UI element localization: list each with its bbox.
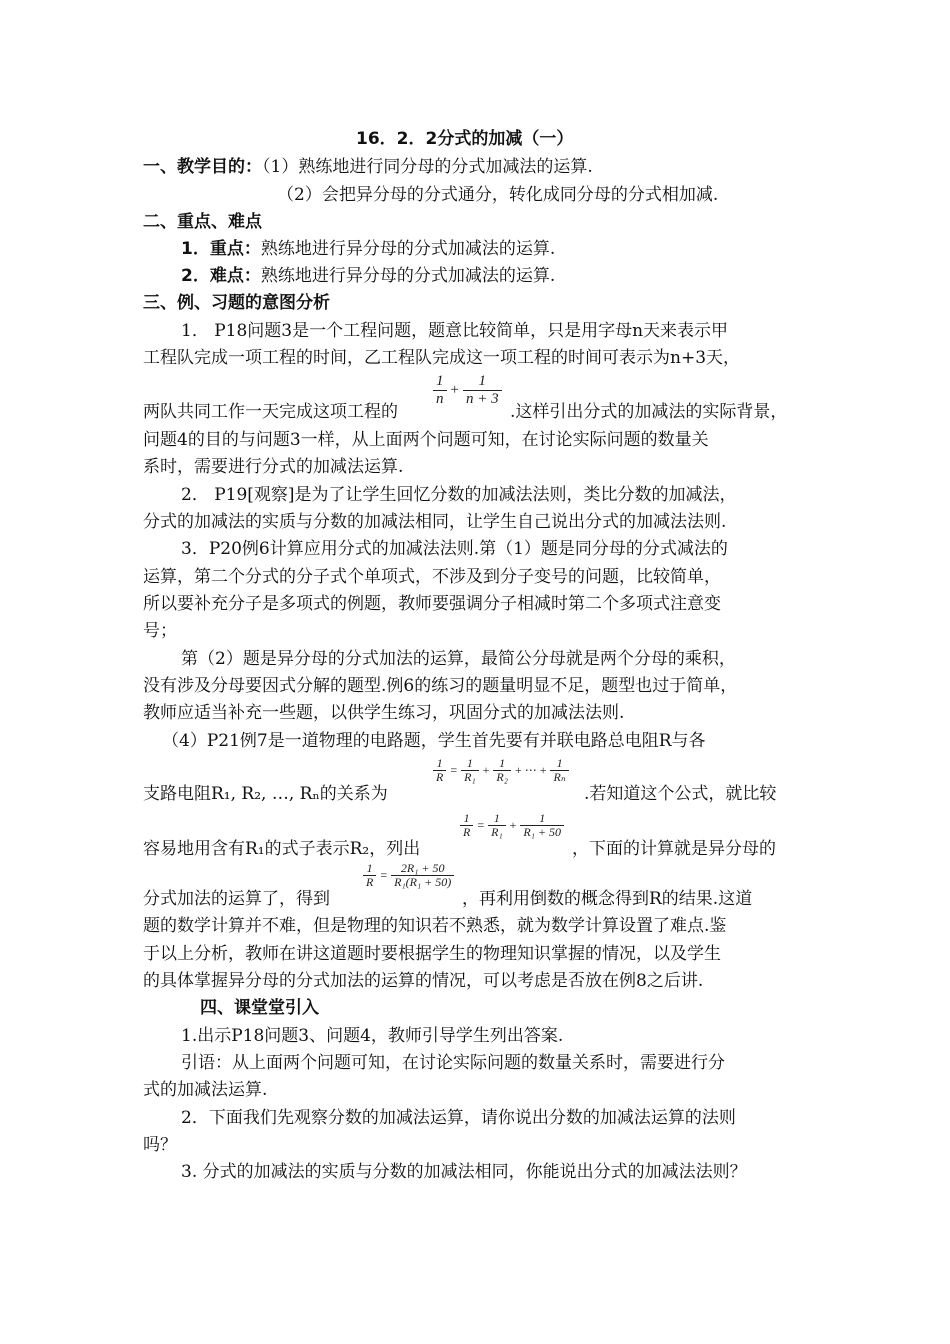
objective-1: （1）熟练地进行同分母的分式加减法的运算. [262, 157, 593, 177]
difficulty-label: 2．难点： [181, 266, 261, 286]
section-3-heading: 三、例、习题的意图分析 [143, 293, 330, 313]
paragraph-line: 两队共同工作一天完成这项工程的 [143, 402, 398, 422]
key-point-text: 熟练地进行异分母的分式加减法的运算. [260, 239, 556, 259]
paragraph-line: 第（2）题是异分母的分式加法的运算，最简公分母就是两个分母的乘积， [181, 649, 736, 669]
paragraph-line: 所以要补充分子是多项式的例题，教师要强调分子相减时第二个多项式注意变 [143, 594, 721, 614]
paragraph-line: 支路电阻R₁, R₂, …, Rₙ的关系为 [143, 784, 388, 804]
paragraph-line: .若知道这个公式，就比较 [584, 784, 777, 804]
objective-2: （2）会把异分母的分式通分，转化成同分母的分式相加减. [277, 185, 719, 205]
intro-line: 3. 分式的加减法的实质与分数的加减法相同，你能说出分式的加减法法则？ [181, 1162, 747, 1182]
intro-line: 2．下面我们先观察分数的加减法运算，请你说出分数的加减法运算的法则 [181, 1108, 736, 1128]
paragraph-line: 于以上分析，教师在讲这道题时要根据学生的物理知识掌握的情况，以及学生 [143, 944, 721, 964]
paragraph-line: 教师应适当补充一些题，以供学生练习，巩固分式的加减法法则. [143, 703, 625, 723]
formula-combined-result: $\frac{1}{R}$ = $\frac{\text{2R₁ + 50}}{\text{R₁(R₁ + 50)}}$ [362, 862, 455, 889]
difficulty-line [181, 266, 950, 286]
intro-line: 1.出示P18问题3、问题4，教师引导学生列出答案. [181, 1026, 564, 1046]
key-point-label: 1．重点： [181, 239, 261, 259]
paragraph-line: （4）P21例7是一道物理的电路题，学生首先要有并联电路总电阻R与各 [162, 731, 706, 751]
paragraph-line: ，下面的计算就是异分母的 [572, 839, 776, 859]
paragraph-line: 1． P18问题3是一个工程问题，题意比较简单，只是用字母n天来表示甲 [181, 321, 729, 341]
doc-title: 16．2．2分式的加减（一） [356, 129, 574, 149]
intro-line: 吗？ [143, 1135, 177, 1155]
paragraph-line: 的具体掌握异分母的分式加法的运算的情况，可以考虑是否放在例8之后讲. [143, 971, 704, 991]
paragraph-line: 题的数学计算并不难，但是物理的知识若不熟悉，就为数学计算设置了难点.鉴 [143, 916, 727, 936]
key-point-line [181, 239, 950, 259]
formula-r2-substitution: $\frac{1}{R}$ = $\frac{1}{\text{R₁}}$ + $\frac{1}{\text{R₁ + 50}}$ [459, 812, 565, 839]
formula-1-over-n-plus-1-over-n-plus-3: $\frac{1}{n}$ + $\frac{1}{n + 3}$ [432, 373, 503, 408]
objectives-line-1 [143, 157, 950, 177]
section-4-heading: 四、课堂堂引入 [200, 998, 319, 1018]
paragraph-line: 容易地用含有R₁的式子表示R₂，列出 [143, 839, 421, 859]
paragraph-line: 3．P20例6计算应用分式的加减法法则.第（1）题是同分母的分式减法的 [181, 539, 728, 559]
paragraph-line: .这样引出分式的加减法的实际背景， [510, 402, 788, 422]
paragraph-line: 号； [143, 621, 177, 641]
paragraph-line: 工程队完成一项工程的时间，乙工程队完成这一项工程的时间可表示为n+3天， [143, 348, 741, 368]
paragraph-line: 2． P19[观察]是为了让学生回忆分数的加减法法则，类比分数的加减法， [181, 485, 737, 505]
paragraph-line: 系时，需要进行分式的加减法运算. [143, 457, 404, 477]
section-2-heading: 二、重点、难点 [143, 212, 262, 232]
paragraph-line: 问题4的目的与问题3一样，从上面两个问题可知，在讨论实际问题的数量关 [143, 430, 709, 450]
intro-line: 式的加减法运算. [143, 1080, 268, 1100]
paragraph-line: 分式的加减法的实质与分数的加减法相同，让学生自己说出分式的加减法法则. [143, 512, 727, 532]
formula-parallel-resistance: $\frac{1}{R}$ = $\frac{1}{\text{R₁}}$ + $\frac{1}{\text{R₂}}$ + ⋯ + $\frac{1}{\text{Rₙ}}$ [432, 757, 570, 784]
paragraph-line: 分式加法的运算了，得到 [143, 889, 330, 909]
paragraph-line: 没有涉及分母要因式分解的题型.例6的练习的题量明显不足，题型也过于简单， [143, 676, 738, 696]
paragraph-line: 运算，第二个分式的分子式个单项式，不涉及到分子变号的问题，比较简单， [143, 567, 721, 587]
paragraph-line: ，再利用倒数的概念得到R的结果.这道 [462, 889, 753, 909]
difficulty-text: 熟练地进行异分母的分式加减法的运算. [260, 266, 556, 286]
section-1-heading: 一、教学目的： [143, 157, 262, 177]
intro-line: 引语：从上面两个问题可知，在讨论实际问题的数量关系时，需要进行分 [181, 1053, 725, 1073]
